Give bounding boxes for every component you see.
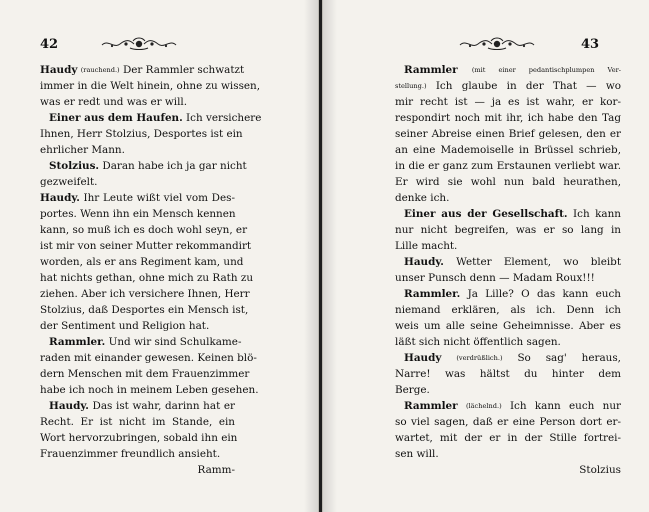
text-line: mir recht ist — ja es ist wahr, er kor-	[395, 96, 621, 108]
text-line: sen will.	[395, 448, 439, 460]
text-line: kann, so muß ich es doch wohl seyn, er	[40, 224, 248, 236]
text-line: ziehen. Aber ich versichere Ihnen, Herr	[40, 288, 250, 300]
text-line: portes. Wenn ihn ein Mensch kennen	[40, 208, 236, 220]
text-line: worden, als er ans Regiment kam, und	[40, 256, 244, 268]
catchword-right: Stolzius	[579, 464, 621, 476]
text-line: Rammler (lächelnd.) Ich kann euch nur	[404, 400, 621, 412]
left-page-text	[40, 62, 262, 478]
text-line: gezweifelt.	[40, 176, 98, 188]
text-line: niemand erklären, als ich. Denn ich	[395, 304, 621, 316]
text-line: denke ich.	[395, 192, 450, 204]
text-line: Rammler. Ja Lille? O das kann euch	[404, 288, 621, 300]
text-line: Frauenzimmer freundlich ansieht.	[40, 448, 221, 460]
text-line: Recht. Er ist nicht im Stande, ein	[40, 416, 235, 428]
text-line: ehrlicher Mann.	[40, 144, 125, 156]
text-line: Haudy. Das ist wahr, darinn hat er	[49, 400, 236, 412]
text-line: unser Punsch denn — Madam Roux!!!	[395, 272, 595, 284]
text-line: habe ich noch in meinem Leben gesehen.	[40, 384, 259, 396]
text-line: Haudy. Ihr Leute wißt viel vom Des-	[40, 192, 235, 204]
text-line: wartet, mit der er in der Stille fortrei-	[395, 432, 621, 444]
text-line: seiner Abreise einen Brief gelesen, den er	[395, 128, 621, 140]
text-line: an eine Mademoiselle in Brüssel schrieb,	[395, 144, 621, 156]
right-page-text	[395, 62, 621, 478]
catchword-left: Ramm-	[197, 464, 235, 476]
text-line: immer in die Welt hinein, ohne zu wissen,	[40, 80, 261, 92]
text-line: Haudy (verdrüßlich.) So sag' heraus,	[404, 352, 621, 364]
text-line: was er redt und was er will.	[40, 96, 188, 108]
text-line: stellung.) Ich glaube in der That — wo	[395, 80, 621, 92]
text-line: Narre! was hältst du hinter dem	[395, 368, 621, 380]
text-line: Wort hervorzubringen, sobald ihn ein	[40, 432, 238, 444]
text-line: raden mit einander gewesen. Keinen blö-	[40, 352, 257, 364]
text-line: der Sentiment und Religion hat.	[40, 320, 210, 332]
text-line: in die er ganz zum Erstaunen verliebt war.	[395, 160, 621, 172]
text-line: ist mir von seiner Mutter rekommandirt	[40, 240, 252, 252]
text-line: Haudy (rauchend.) Der Rammler schwatzt	[40, 64, 245, 76]
text-line: so viel sagen, daß er eine Person dort er-	[395, 416, 621, 428]
text-line: Rammler (mit einer pedantischplumpen Ver-	[404, 64, 621, 76]
text-line: dern Menschen mit dem Frauenzimmer	[40, 368, 250, 380]
page-number-left: 42	[40, 37, 59, 52]
right-page	[322, 0, 649, 512]
text-line: Einer aus dem Haufen. Ich versichere	[49, 112, 262, 124]
ornament-icon	[100, 36, 178, 52]
text-line: nur nicht begreifen, was er so lang in	[395, 224, 621, 236]
text-line: Stolzius. Daran habe ich ja gar nicht	[49, 160, 247, 172]
left-page	[0, 0, 319, 512]
text-line: Lille macht.	[395, 240, 458, 252]
text-line: Haudy. Wetter Element, wo bleibt	[404, 256, 621, 268]
text-line: läßt sich nicht öffentlich sagen.	[395, 336, 561, 348]
ornament-icon	[458, 36, 536, 52]
page-number-right: 43	[581, 37, 600, 52]
text-line: Rammler. Und wir sind Schulkame-	[49, 336, 242, 348]
text-line: respondirt noch mit ihr, ich habe den Tag	[395, 112, 621, 124]
text-line: Ihnen, Herr Stolzius, Desportes ist ein	[40, 128, 243, 140]
text-line: Berge.	[395, 384, 430, 396]
text-line: hat nichts gethan, ohne mich zu Rath zu	[40, 272, 254, 284]
text-line: Er wird sie wohl nun bald heurathen,	[395, 176, 621, 188]
text-line: Stolzius, daß Desportes ein Mensch ist,	[40, 304, 249, 316]
text-line: weis um alle seine Geheimnisse. Aber es	[395, 320, 621, 332]
text-line: Einer aus der Gesellschaft. Ich kann	[404, 208, 621, 220]
